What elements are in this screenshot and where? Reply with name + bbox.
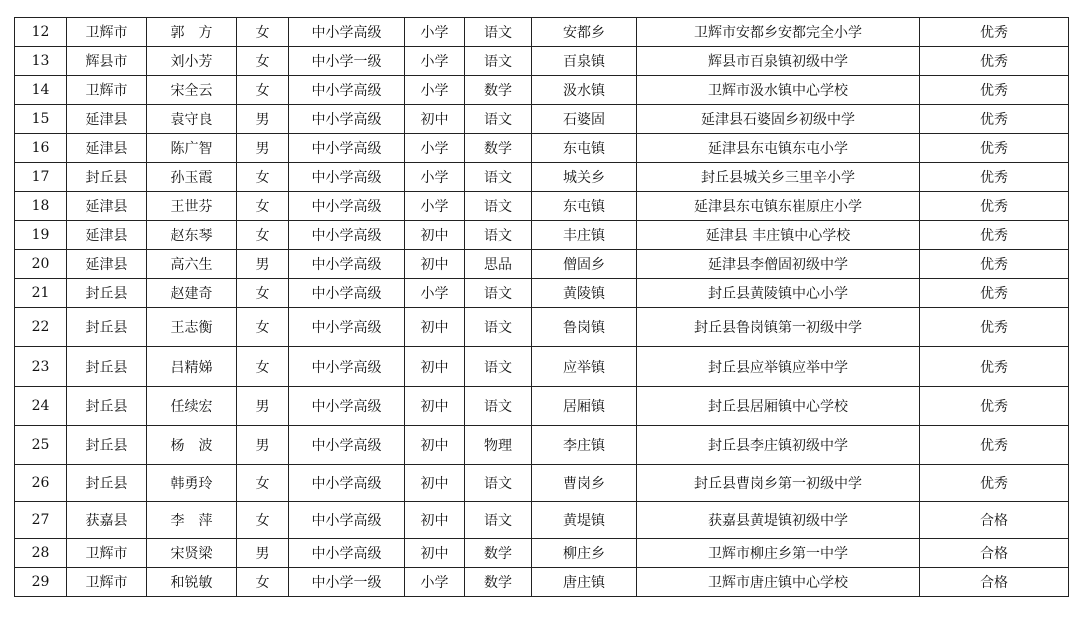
subject-cell: 语文 bbox=[465, 192, 532, 221]
subject-cell: 数学 bbox=[465, 539, 532, 568]
sex-cell: 女 bbox=[237, 76, 289, 105]
level-cell: 初中 bbox=[405, 105, 465, 134]
grade-cell: 优秀 bbox=[920, 221, 1069, 250]
name-cell: 吕精娣 bbox=[147, 347, 237, 387]
name-cell: 孙玉霞 bbox=[147, 163, 237, 192]
sex-cell: 女 bbox=[237, 47, 289, 76]
name-cell: 李 萍 bbox=[147, 502, 237, 539]
subject-cell: 语文 bbox=[465, 47, 532, 76]
table-row bbox=[15, 47, 1069, 76]
row-number: 13 bbox=[15, 47, 67, 76]
sex-cell: 男 bbox=[237, 105, 289, 134]
school-cell: 延津县 丰庄镇中心学校 bbox=[637, 221, 920, 250]
town-cell: 柳庄乡 bbox=[532, 539, 637, 568]
name-cell: 郭 方 bbox=[147, 18, 237, 47]
subject-cell: 语文 bbox=[465, 502, 532, 539]
sex-cell: 男 bbox=[237, 426, 289, 465]
subject-cell: 数学 bbox=[465, 134, 532, 163]
town-cell: 石婆固 bbox=[532, 105, 637, 134]
title-cell: 中小学高级 bbox=[289, 76, 405, 105]
table-body bbox=[15, 18, 1069, 597]
town-cell: 居厢镇 bbox=[532, 387, 637, 426]
town-cell: 李庄镇 bbox=[532, 426, 637, 465]
level-cell: 小学 bbox=[405, 47, 465, 76]
table-row bbox=[15, 18, 1069, 47]
grade-cell: 合格 bbox=[920, 568, 1069, 597]
county-cell: 封丘县 bbox=[67, 465, 147, 502]
subject-cell: 语文 bbox=[465, 387, 532, 426]
table-row bbox=[15, 465, 1069, 502]
sex-cell: 女 bbox=[237, 279, 289, 308]
level-cell: 小学 bbox=[405, 134, 465, 163]
grade-cell: 优秀 bbox=[920, 192, 1069, 221]
school-cell: 封丘县鲁岗镇第一初级中学 bbox=[637, 308, 920, 347]
row-number: 28 bbox=[15, 539, 67, 568]
row-number: 14 bbox=[15, 76, 67, 105]
grade-cell: 优秀 bbox=[920, 47, 1069, 76]
town-cell: 百泉镇 bbox=[532, 47, 637, 76]
title-cell: 中小学高级 bbox=[289, 347, 405, 387]
row-number: 27 bbox=[15, 502, 67, 539]
table-row bbox=[15, 105, 1069, 134]
table-row bbox=[15, 539, 1069, 568]
table-row bbox=[15, 279, 1069, 308]
name-cell: 王世芬 bbox=[147, 192, 237, 221]
town-cell: 僧固乡 bbox=[532, 250, 637, 279]
name-cell: 宋贤梁 bbox=[147, 539, 237, 568]
row-number: 29 bbox=[15, 568, 67, 597]
level-cell: 初中 bbox=[405, 347, 465, 387]
level-cell: 小学 bbox=[405, 18, 465, 47]
school-cell: 获嘉县黄堤镇初级中学 bbox=[637, 502, 920, 539]
level-cell: 初中 bbox=[405, 221, 465, 250]
row-number: 25 bbox=[15, 426, 67, 465]
grade-cell: 优秀 bbox=[920, 250, 1069, 279]
county-cell: 卫辉市 bbox=[67, 76, 147, 105]
row-number: 26 bbox=[15, 465, 67, 502]
name-cell: 韩勇玲 bbox=[147, 465, 237, 502]
sex-cell: 男 bbox=[237, 539, 289, 568]
table-row bbox=[15, 163, 1069, 192]
county-cell: 卫辉市 bbox=[67, 539, 147, 568]
name-cell: 刘小芳 bbox=[147, 47, 237, 76]
row-number: 15 bbox=[15, 105, 67, 134]
subject-cell: 语文 bbox=[465, 279, 532, 308]
school-cell: 封丘县黄陵镇中心小学 bbox=[637, 279, 920, 308]
name-cell: 赵建奇 bbox=[147, 279, 237, 308]
county-cell: 延津县 bbox=[67, 134, 147, 163]
name-cell: 袁守良 bbox=[147, 105, 237, 134]
title-cell: 中小学高级 bbox=[289, 250, 405, 279]
grade-cell: 优秀 bbox=[920, 105, 1069, 134]
name-cell: 王志衡 bbox=[147, 308, 237, 347]
county-cell: 延津县 bbox=[67, 221, 147, 250]
level-cell: 小学 bbox=[405, 192, 465, 221]
town-cell: 黄堤镇 bbox=[532, 502, 637, 539]
level-cell: 初中 bbox=[405, 387, 465, 426]
school-cell: 封丘县曹岗乡第一初级中学 bbox=[637, 465, 920, 502]
school-cell: 封丘县城关乡三里辛小学 bbox=[637, 163, 920, 192]
subject-cell: 数学 bbox=[465, 76, 532, 105]
title-cell: 中小学高级 bbox=[289, 105, 405, 134]
level-cell: 小学 bbox=[405, 568, 465, 597]
sex-cell: 女 bbox=[237, 221, 289, 250]
name-cell: 宋全云 bbox=[147, 76, 237, 105]
name-cell: 高六生 bbox=[147, 250, 237, 279]
school-cell: 延津县东屯镇东崔原庄小学 bbox=[637, 192, 920, 221]
level-cell: 小学 bbox=[405, 76, 465, 105]
town-cell: 丰庄镇 bbox=[532, 221, 637, 250]
sex-cell: 女 bbox=[237, 502, 289, 539]
town-cell: 东屯镇 bbox=[532, 192, 637, 221]
school-cell: 封丘县应举镇应举中学 bbox=[637, 347, 920, 387]
row-number: 19 bbox=[15, 221, 67, 250]
county-cell: 卫辉市 bbox=[67, 568, 147, 597]
county-cell: 封丘县 bbox=[67, 347, 147, 387]
school-cell: 卫辉市安都乡安都完全小学 bbox=[637, 18, 920, 47]
row-number: 12 bbox=[15, 18, 67, 47]
row-number: 23 bbox=[15, 347, 67, 387]
title-cell: 中小学高级 bbox=[289, 279, 405, 308]
grade-cell: 优秀 bbox=[920, 426, 1069, 465]
sex-cell: 女 bbox=[237, 18, 289, 47]
row-number: 21 bbox=[15, 279, 67, 308]
subject-cell: 语文 bbox=[465, 308, 532, 347]
county-cell: 卫辉市 bbox=[67, 18, 147, 47]
sex-cell: 女 bbox=[237, 465, 289, 502]
level-cell: 初中 bbox=[405, 308, 465, 347]
sex-cell: 女 bbox=[237, 308, 289, 347]
county-cell: 获嘉县 bbox=[67, 502, 147, 539]
row-number: 22 bbox=[15, 308, 67, 347]
subject-cell: 语文 bbox=[465, 347, 532, 387]
name-cell: 任续宏 bbox=[147, 387, 237, 426]
sex-cell: 男 bbox=[237, 134, 289, 163]
title-cell: 中小学高级 bbox=[289, 163, 405, 192]
county-cell: 延津县 bbox=[67, 192, 147, 221]
town-cell: 黄陵镇 bbox=[532, 279, 637, 308]
town-cell: 城关乡 bbox=[532, 163, 637, 192]
subject-cell: 物理 bbox=[465, 426, 532, 465]
town-cell: 应举镇 bbox=[532, 347, 637, 387]
title-cell: 中小学高级 bbox=[289, 426, 405, 465]
name-cell: 杨 波 bbox=[147, 426, 237, 465]
town-cell: 鲁岗镇 bbox=[532, 308, 637, 347]
subject-cell: 语文 bbox=[465, 221, 532, 250]
table-row bbox=[15, 568, 1069, 597]
county-cell: 延津县 bbox=[67, 250, 147, 279]
town-cell: 汲水镇 bbox=[532, 76, 637, 105]
county-cell: 封丘县 bbox=[67, 279, 147, 308]
table-row bbox=[15, 426, 1069, 465]
grade-cell: 合格 bbox=[920, 539, 1069, 568]
grade-cell: 优秀 bbox=[920, 387, 1069, 426]
title-cell: 中小学高级 bbox=[289, 192, 405, 221]
table-row bbox=[15, 192, 1069, 221]
subject-cell: 语文 bbox=[465, 465, 532, 502]
title-cell: 中小学高级 bbox=[289, 539, 405, 568]
row-number: 16 bbox=[15, 134, 67, 163]
grade-cell: 优秀 bbox=[920, 279, 1069, 308]
subject-cell: 语文 bbox=[465, 18, 532, 47]
school-cell: 卫辉市柳庄乡第一中学 bbox=[637, 539, 920, 568]
table-row bbox=[15, 347, 1069, 387]
town-cell: 曹岗乡 bbox=[532, 465, 637, 502]
school-cell: 卫辉市唐庄镇中心学校 bbox=[637, 568, 920, 597]
title-cell: 中小学一级 bbox=[289, 568, 405, 597]
name-cell: 和锐敏 bbox=[147, 568, 237, 597]
grade-cell: 优秀 bbox=[920, 134, 1069, 163]
school-cell: 辉县市百泉镇初级中学 bbox=[637, 47, 920, 76]
grade-cell: 优秀 bbox=[920, 347, 1069, 387]
table-row bbox=[15, 134, 1069, 163]
county-cell: 延津县 bbox=[67, 105, 147, 134]
title-cell: 中小学高级 bbox=[289, 18, 405, 47]
town-cell: 唐庄镇 bbox=[532, 568, 637, 597]
county-cell: 封丘县 bbox=[67, 163, 147, 192]
school-cell: 卫辉市汲水镇中心学校 bbox=[637, 76, 920, 105]
level-cell: 初中 bbox=[405, 539, 465, 568]
town-cell: 安都乡 bbox=[532, 18, 637, 47]
grade-cell: 优秀 bbox=[920, 163, 1069, 192]
subject-cell: 语文 bbox=[465, 105, 532, 134]
level-cell: 初中 bbox=[405, 502, 465, 539]
sex-cell: 女 bbox=[237, 568, 289, 597]
grade-cell: 优秀 bbox=[920, 465, 1069, 502]
row-number: 17 bbox=[15, 163, 67, 192]
county-cell: 辉县市 bbox=[67, 47, 147, 76]
school-cell: 延津县东屯镇东屯小学 bbox=[637, 134, 920, 163]
table-row bbox=[15, 387, 1069, 426]
row-number: 20 bbox=[15, 250, 67, 279]
school-cell: 延津县李僧固初级中学 bbox=[637, 250, 920, 279]
school-cell: 延津县石婆固乡初级中学 bbox=[637, 105, 920, 134]
county-cell: 封丘县 bbox=[67, 387, 147, 426]
title-cell: 中小学高级 bbox=[289, 465, 405, 502]
grade-cell: 优秀 bbox=[920, 308, 1069, 347]
title-cell: 中小学高级 bbox=[289, 134, 405, 163]
sex-cell: 男 bbox=[237, 387, 289, 426]
grade-cell: 优秀 bbox=[920, 76, 1069, 105]
school-cell: 封丘县李庄镇初级中学 bbox=[637, 426, 920, 465]
subject-cell: 思品 bbox=[465, 250, 532, 279]
table-row bbox=[15, 308, 1069, 347]
title-cell: 中小学一级 bbox=[289, 47, 405, 76]
table-row bbox=[15, 502, 1069, 539]
grade-cell: 合格 bbox=[920, 502, 1069, 539]
teacher-table bbox=[14, 17, 1069, 597]
title-cell: 中小学高级 bbox=[289, 502, 405, 539]
title-cell: 中小学高级 bbox=[289, 221, 405, 250]
title-cell: 中小学高级 bbox=[289, 387, 405, 426]
county-cell: 封丘县 bbox=[67, 426, 147, 465]
subject-cell: 语文 bbox=[465, 163, 532, 192]
table-row bbox=[15, 250, 1069, 279]
county-cell: 封丘县 bbox=[67, 308, 147, 347]
sex-cell: 女 bbox=[237, 163, 289, 192]
sex-cell: 男 bbox=[237, 250, 289, 279]
table-row bbox=[15, 221, 1069, 250]
row-number: 18 bbox=[15, 192, 67, 221]
grade-cell: 优秀 bbox=[920, 18, 1069, 47]
subject-cell: 数学 bbox=[465, 568, 532, 597]
town-cell: 东屯镇 bbox=[532, 134, 637, 163]
level-cell: 初中 bbox=[405, 426, 465, 465]
level-cell: 小学 bbox=[405, 279, 465, 308]
level-cell: 小学 bbox=[405, 163, 465, 192]
row-number: 24 bbox=[15, 387, 67, 426]
name-cell: 陈广智 bbox=[147, 134, 237, 163]
school-cell: 封丘县居厢镇中心学校 bbox=[637, 387, 920, 426]
level-cell: 初中 bbox=[405, 465, 465, 502]
level-cell: 初中 bbox=[405, 250, 465, 279]
table-row bbox=[15, 76, 1069, 105]
sex-cell: 女 bbox=[237, 192, 289, 221]
name-cell: 赵东琴 bbox=[147, 221, 237, 250]
title-cell: 中小学高级 bbox=[289, 308, 405, 347]
sex-cell: 女 bbox=[237, 347, 289, 387]
